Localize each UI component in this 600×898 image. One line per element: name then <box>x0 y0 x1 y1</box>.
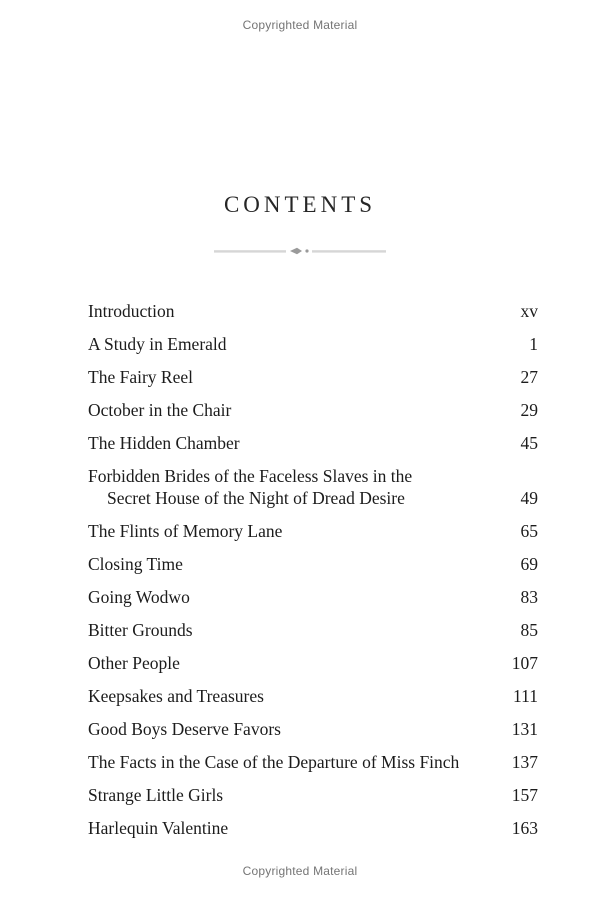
toc-entry-title <box>88 300 175 322</box>
toc-entry-line: The Fairy Reel <box>88 367 193 387</box>
toc-entry-title <box>88 553 183 575</box>
toc-entry-line: Going Wodwo <box>88 587 190 607</box>
toc-entry <box>88 619 538 641</box>
toc-entry <box>88 652 538 674</box>
toc-entry-line-continued: Secret House of the Night of Dread Desire <box>107 488 405 508</box>
toc-entry <box>88 465 538 509</box>
toc-entry <box>88 817 538 839</box>
toc-entry-line: Strange Little Girls <box>88 785 224 805</box>
toc-entry <box>88 520 538 542</box>
toc-entry-page: 65 <box>520 521 538 541</box>
toc-entry-title <box>88 718 281 740</box>
toc-entry-page: 111 <box>513 686 538 706</box>
toc-entry-page: 69 <box>520 554 538 574</box>
toc-entry-title <box>88 619 193 641</box>
toc-entry-title <box>88 366 193 388</box>
toc-entry-line: Keepsakes and Treasures <box>88 686 264 706</box>
toc-entry <box>88 300 538 322</box>
toc-entry-line: Other People <box>88 653 180 673</box>
copyright-notice-bottom: Copyrighted Material <box>242 864 358 878</box>
toc-entry-line: Bitter Grounds <box>88 620 193 640</box>
toc-entry <box>88 432 538 454</box>
toc-entry-page: 49 <box>520 488 538 508</box>
toc-entry <box>88 399 538 421</box>
divider-ornament-icon <box>212 244 388 258</box>
page-title: CONTENTS <box>223 192 377 217</box>
toc-entry-title <box>88 685 264 707</box>
toc-entry-title <box>88 399 231 421</box>
toc-entry-line: Forbidden Brides of the Faceless Slaves in the <box>88 466 413 486</box>
toc-entry <box>88 586 538 608</box>
toc-entry-page: 27 <box>520 367 538 387</box>
toc-entry-page: 137 <box>511 752 538 772</box>
toc-entry <box>88 366 538 388</box>
toc-entry <box>88 751 538 773</box>
toc-entry-page: 157 <box>511 785 538 805</box>
toc-entry <box>88 553 538 575</box>
copyright-notice-top: Copyrighted Material <box>242 18 358 32</box>
toc-entry <box>88 718 538 740</box>
toc-entry <box>88 685 538 707</box>
toc-entry-line: A Study in Emerald <box>88 334 227 354</box>
toc-entry-page: 131 <box>511 719 538 739</box>
toc-list <box>88 300 538 839</box>
toc-entry-title <box>88 817 228 839</box>
toc-entry-page: xv <box>520 301 538 321</box>
toc-entry-line: The Facts in the Case of the Departure of Miss Finch <box>88 752 460 772</box>
toc-entry-page: 85 <box>520 620 538 640</box>
toc-entry <box>88 333 538 355</box>
toc-entry-line: October in the Chair <box>88 400 232 420</box>
toc-entry <box>88 784 538 806</box>
toc-entry-page: 29 <box>520 400 538 420</box>
toc-entry-page: 107 <box>511 653 538 673</box>
toc-entry-title <box>88 751 459 773</box>
toc-entry-line: The Flints of Memory Lane <box>88 521 283 541</box>
toc-entry-page: 45 <box>520 433 538 453</box>
toc-entry-line: The Hidden Chamber <box>88 433 240 453</box>
toc-entry-page: 83 <box>520 587 538 607</box>
toc-entry-title <box>88 652 180 674</box>
toc-entry-page: 163 <box>511 818 538 838</box>
toc-entry-line: Introduction <box>88 301 175 321</box>
toc-entry-title <box>88 465 412 509</box>
toc-entry-title <box>88 784 223 806</box>
toc-entry-line: Good Boys Deserve Favors <box>88 719 281 739</box>
toc-entry-title <box>88 333 227 355</box>
toc-entry-title <box>88 520 282 542</box>
toc-entry-page: 1 <box>529 334 538 354</box>
toc-entry-line: Harlequin Valentine <box>88 818 229 838</box>
toc-entry-title <box>88 586 190 608</box>
toc-entry-line: Closing Time <box>88 554 183 574</box>
toc-entry-title <box>88 432 240 454</box>
ornamental-divider <box>0 244 600 258</box>
